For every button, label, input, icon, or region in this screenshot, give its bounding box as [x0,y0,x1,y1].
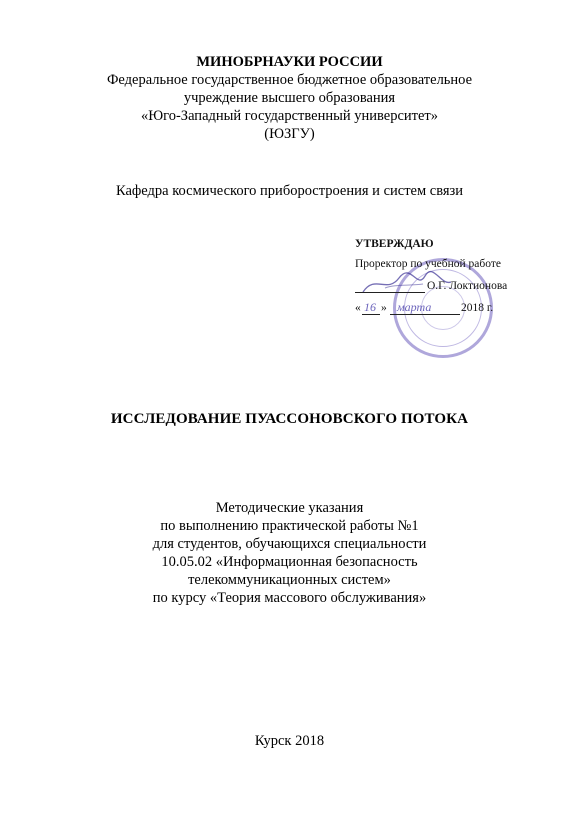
date-month-line [390,314,460,315]
university-name: «Юго-Западный государственный университет» [140,108,439,124]
institution-line-1: Федеральное государственное бюджетное образовательное [106,72,473,88]
description-line-4: 10.05.02 «Информационная безопасность [161,554,418,570]
description-line-2: по выполнению практической работы №1 [160,518,419,534]
approval-date-day: 16 [364,300,376,314]
description-line-3: для студентов, обучающихся специальности [152,536,427,552]
ministry-heading: МИНОБРНАУКИ РОССИИ [196,54,383,70]
approval-date-month: марта [397,300,432,314]
approval-heading: УТВЕРЖДАЮ [355,238,434,250]
description-line-6: по курсу «Теория массового обслуживания» [152,590,427,606]
city-year: Курск 2018 [254,733,325,749]
approval-date-close-quote: » [381,302,387,314]
approval-date-year: 2018 г. [461,302,494,314]
description-line-5: телекоммуникационных систем» [188,572,391,588]
department-name: Кафедра космического приборостроения и систем связи [115,183,464,199]
institution-line-2: учреждение высшего образования [183,90,396,106]
description-line-1: Методические указания [215,500,364,516]
approval-position: Проректор по учебной работе [355,258,501,270]
date-day-line [362,314,380,315]
university-abbreviation: (ЮЗГУ) [264,126,315,142]
approval-signatory: О.Г. Локтионова [427,280,508,292]
signature-line [355,292,425,293]
approval-date-open-quote: « [355,302,361,314]
document-title: ИССЛЕДОВАНИЕ ПУАССОНОВСКОГО ПОТОКА [110,411,469,427]
